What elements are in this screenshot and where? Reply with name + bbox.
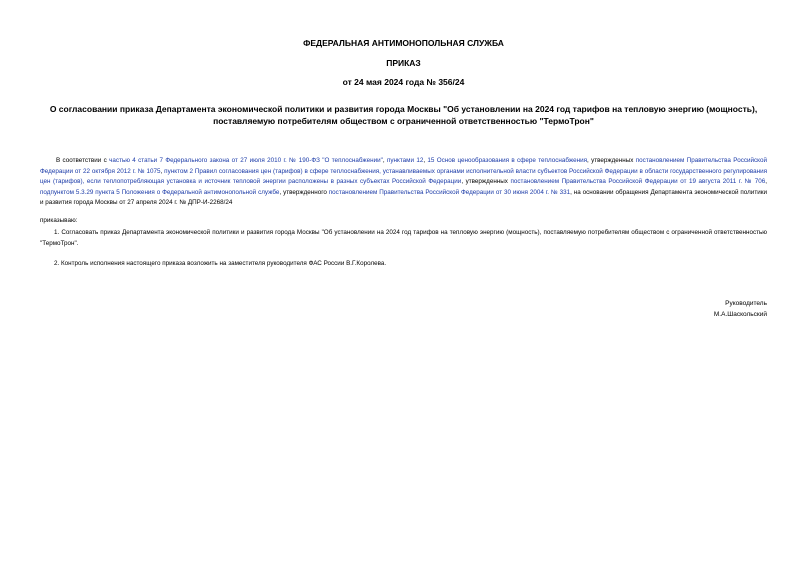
basis-text: , утвержденных [461,178,511,186]
agency-name: ФЕДЕРАЛЬНАЯ АНТИМОНОПОЛЬНАЯ СЛУЖБА [303,38,504,48]
basis-paragraph [40,156,767,209]
basis-text: В соответствии с [56,157,110,164]
basis-text: , [765,178,768,186]
fas-regulation-link[interactable]: подпунктом 5.3.29 пункта 5 Положения о Федеральной антимонопольной службе [40,188,280,196]
resolution-331-link[interactable]: постановлением Правительства Российской Федерации от 30 июня 2004 г. № 331 [328,188,571,196]
document-type: ПРИКАЗ [386,58,421,68]
basis-text: , [423,157,428,164]
orders-label: приказываю: [40,217,78,224]
law-190-link[interactable]: частью 4 статьи 7 Федерального закона от 27 июля 2010 г. № 190-ФЗ "О теплоснабжении" [109,157,383,164]
basis-text: , утвержденных [587,157,636,164]
document-title: О согласовании приказа Департамента экономической политики и развития города Москвы "Об установлении на 2024 год тарифов на тепловую энергию (мощность), поставляемую потребителям обществом с ограниченной ответственностью "ТермоТрон" [49,104,758,126]
order-item-1: 1. Согласовать приказ Департамента экономической политики и развития города Москвы "Об установлении на 2024 год тарифов на тепловую энергию (мощность), поставляемую потребителям обществом с ограниченной ответственностью "ТермоТрон". [40,229,767,247]
basis-text: , [160,167,165,175]
document-date-number: от 24 мая 2024 года № 356/24 [342,77,465,87]
signatory-position: Руководитель [725,300,767,307]
pricing-point-12-link[interactable]: пунктами 12 [386,157,424,164]
tariff-rules-link[interactable]: пунктом 2 Правил согласования цен (тарифов) в сфере теплоснабжения, устанавливаемых органами исполнительной власти субъектов Российской Федерации в области государственного регулирования цен (тарифов), если теплопотребляющая установка и источник тепловой энергии расположены в разных субъектах Российской Федерации [40,167,768,186]
resolution-1075-link[interactable]: постановлением Правительства Российской Федерации от 22 октября 2012 г. № 1075 [40,157,768,175]
resolution-706-link[interactable]: постановлением Правительства Российской Федерации от 19 августа 2011 г. № 706 [510,178,766,186]
basis-text: , на основании обращения Департамента экономической политики и развития города Москвы от 27 апреля 2024 г. № ДПР-И-2268/24 [40,188,767,207]
pricing-basics-link[interactable]: 15 Основ ценообразования в сфере теплоснабжения [427,157,587,164]
order-item-2: 2. Контроль исполнения настоящего приказа возложить на заместителя руководителя ФАС России В.Г.Королева. [54,260,387,267]
basis-text: , [382,157,387,164]
basis-text: , утвержденного [279,188,329,196]
signatory-name: М.А.Шаскольский [713,311,767,318]
